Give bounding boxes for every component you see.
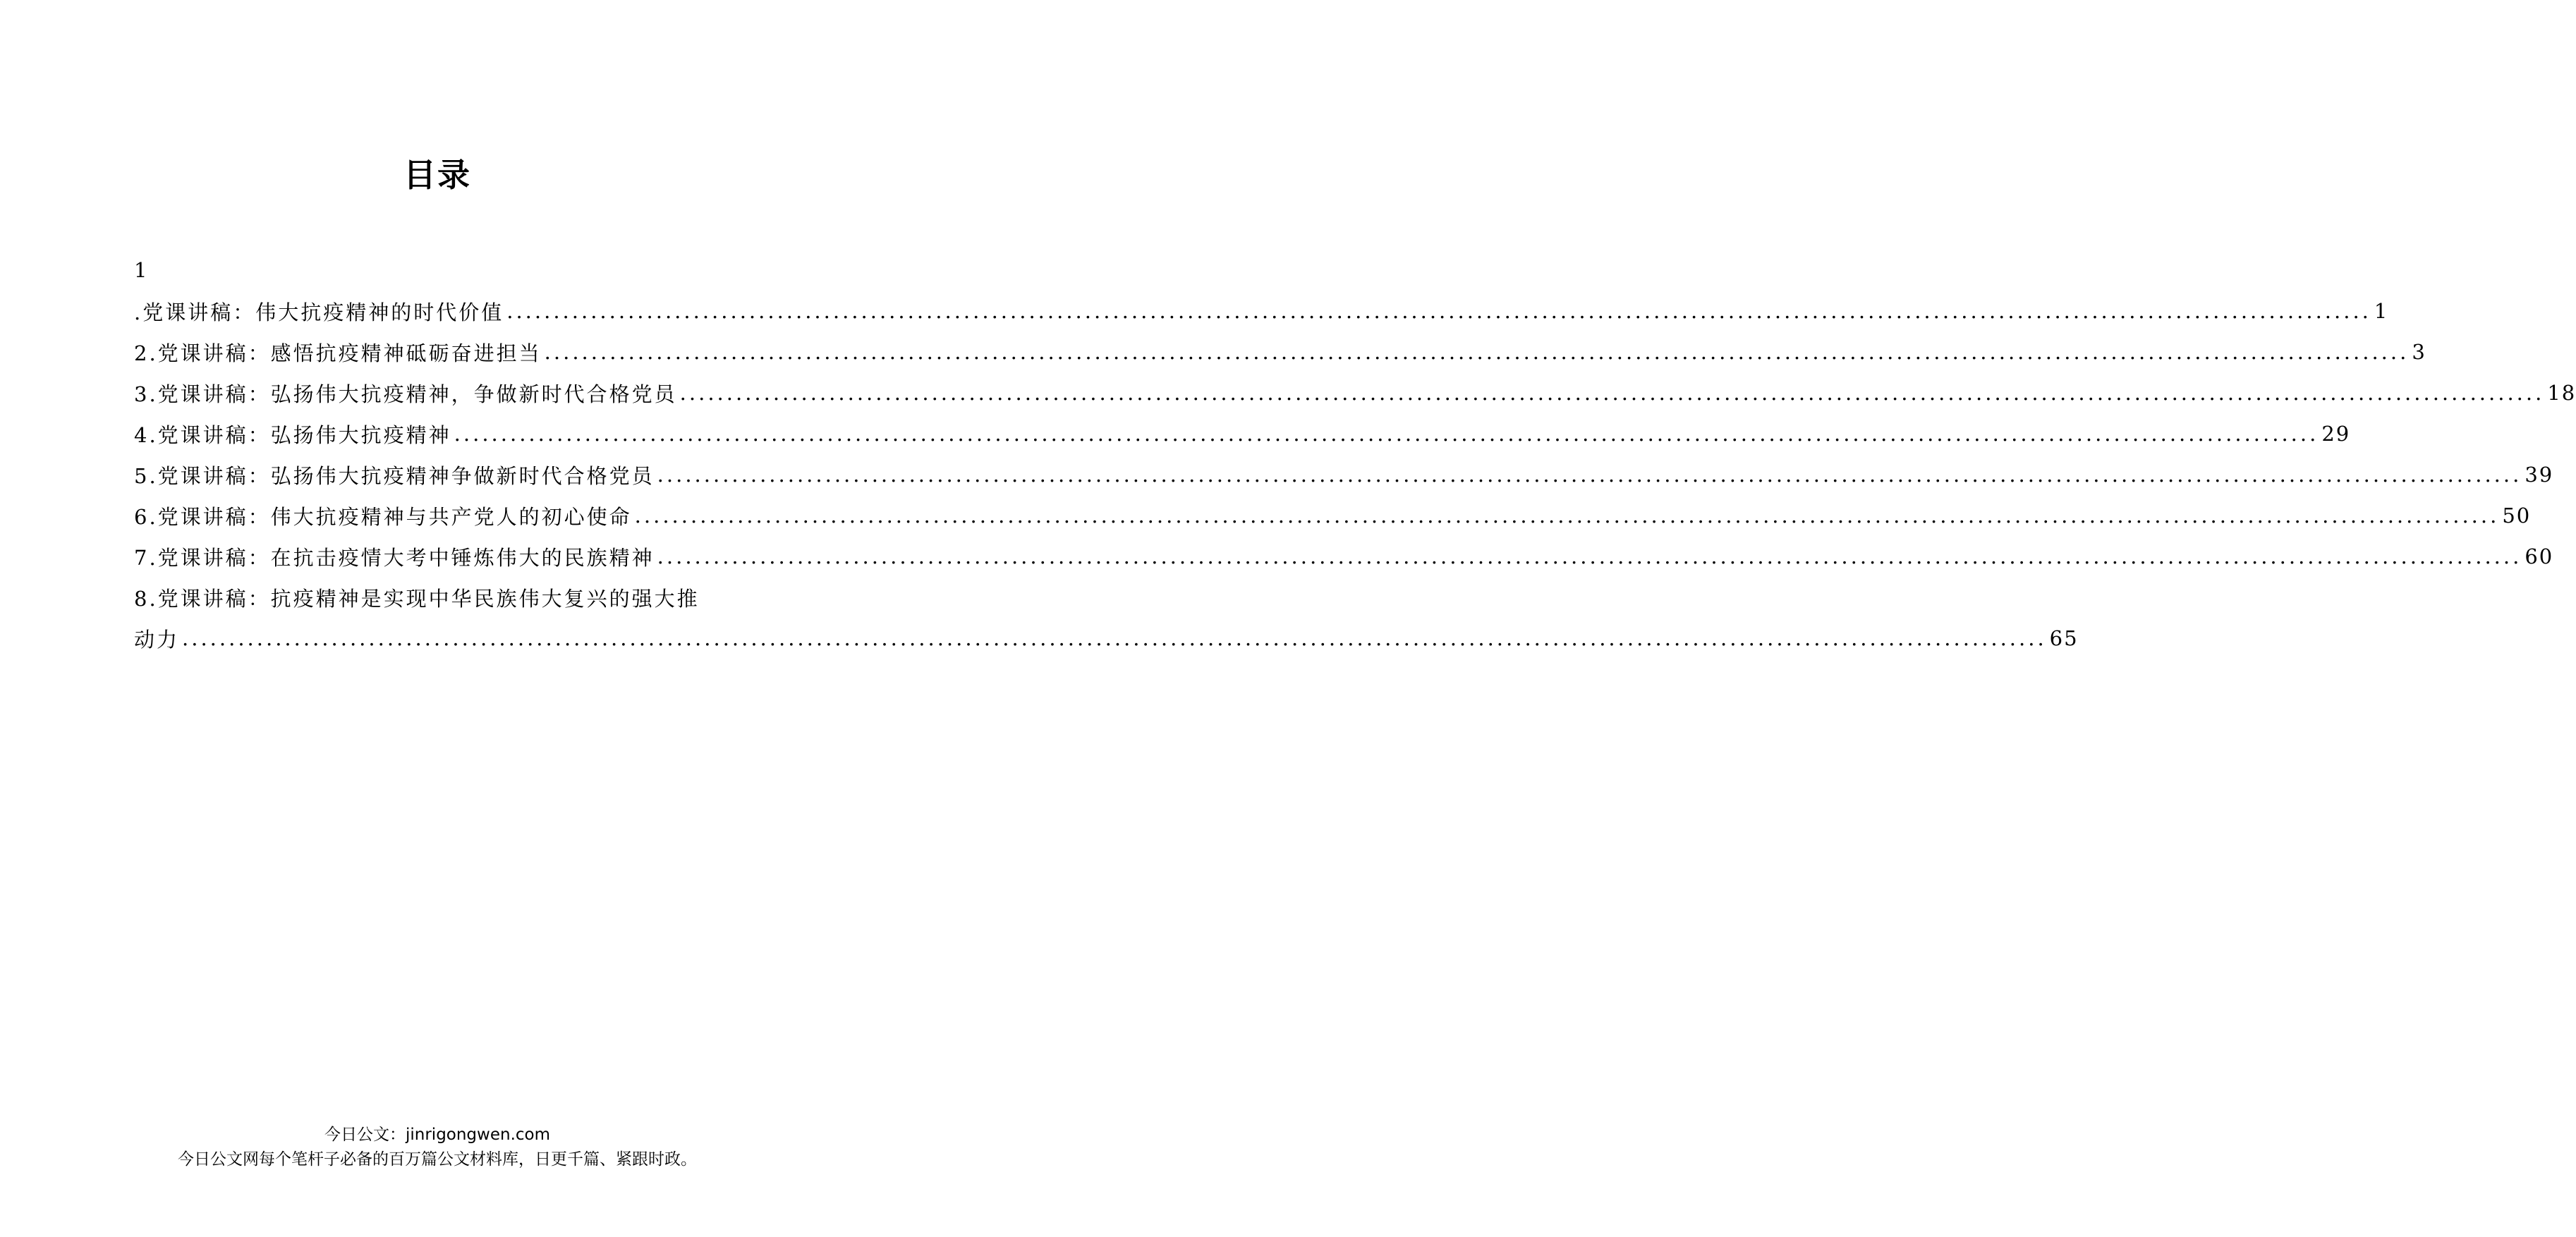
toc-leader-dots: ........................................................................................................................................................................................................	[544, 340, 2410, 364]
toc-leader-dots: ........................................................................................................................................................................................................	[657, 463, 2522, 487]
toc-entry[interactable]	[134, 416, 2351, 451]
toc-leader-dots: ........................................................................................................................................................................................................	[634, 504, 2500, 528]
toc-entry-title: 5.党课讲稿：弘扬伟大抗疫精神争做新时代合格党员	[134, 463, 655, 488]
page-title: 目录	[403, 156, 471, 194]
toc-entry[interactable]	[134, 539, 2554, 574]
toc-entry-page: 60	[2525, 544, 2554, 568]
toc-entry[interactable]	[134, 621, 2079, 656]
toc-entry-page: 18	[2547, 381, 2576, 405]
toc-entry-page: 3	[2412, 340, 2426, 364]
toc-entry[interactable]	[134, 293, 2389, 329]
footer-site-link[interactable]: 今日公文：jinrigongwen.com	[324, 1126, 551, 1144]
toc-entry-title: 4.党课讲稿：弘扬伟大抗疫精神	[134, 422, 451, 447]
toc-leader-dots: ........................................................................................................................................................................................................	[679, 381, 2545, 405]
toc-leader-dots: ........................................................................................................................................................................................................	[454, 422, 2319, 446]
toc-stray-number-text: 1	[134, 258, 150, 282]
toc-entry-page: 1	[2374, 299, 2389, 323]
toc-entry[interactable]	[134, 580, 741, 615]
toc-entry-title: 2.党课讲稿：感悟抗疫精神砥砺奋进担当	[134, 341, 542, 365]
toc-entry-title: 3.党课讲稿：弘扬伟大抗疫精神，争做新时代合格党员	[134, 382, 677, 406]
toc-entry-page: 65	[2049, 626, 2079, 650]
toc-entry-page: 50	[2502, 504, 2532, 528]
toc-entry-title: 7.党课讲稿：在抗击疫情大考中锤炼伟大的民族精神	[134, 545, 655, 570]
toc-leader-dots: ........................................................................................................................................................................................................	[506, 299, 2371, 323]
toc-stray-number	[134, 252, 741, 288]
toc-entry[interactable]	[134, 334, 2426, 370]
toc-entry-title: 6.党课讲稿：伟大抗疫精神与共产党人的初心使命	[134, 504, 632, 529]
toc-leader-dots: ........................................................................................................................................................................................................	[657, 544, 2522, 568]
toc-entry-page: 39	[2525, 463, 2554, 487]
toc-entry-title: .党课讲稿：伟大抗疫精神的时代价值	[134, 300, 504, 324]
toc-entry[interactable]	[134, 457, 2554, 492]
footer-slogan: 今日公文网每个笔杆子必备的百万篇公文材料库，日更千篇、紧跟时政。	[178, 1150, 697, 1169]
toc-entry[interactable]	[134, 498, 2532, 533]
toc-entry-title: 8.党课讲稿：抗疫精神是实现中华民族伟大复兴的强大推	[134, 586, 700, 611]
toc-entry-title: 动力	[134, 627, 180, 652]
toc-entry[interactable]	[134, 375, 2576, 410]
toc-leader-dots: ........................................................................................................................................................................................................	[182, 626, 2047, 650]
toc-entry-page: 29	[2321, 422, 2351, 446]
